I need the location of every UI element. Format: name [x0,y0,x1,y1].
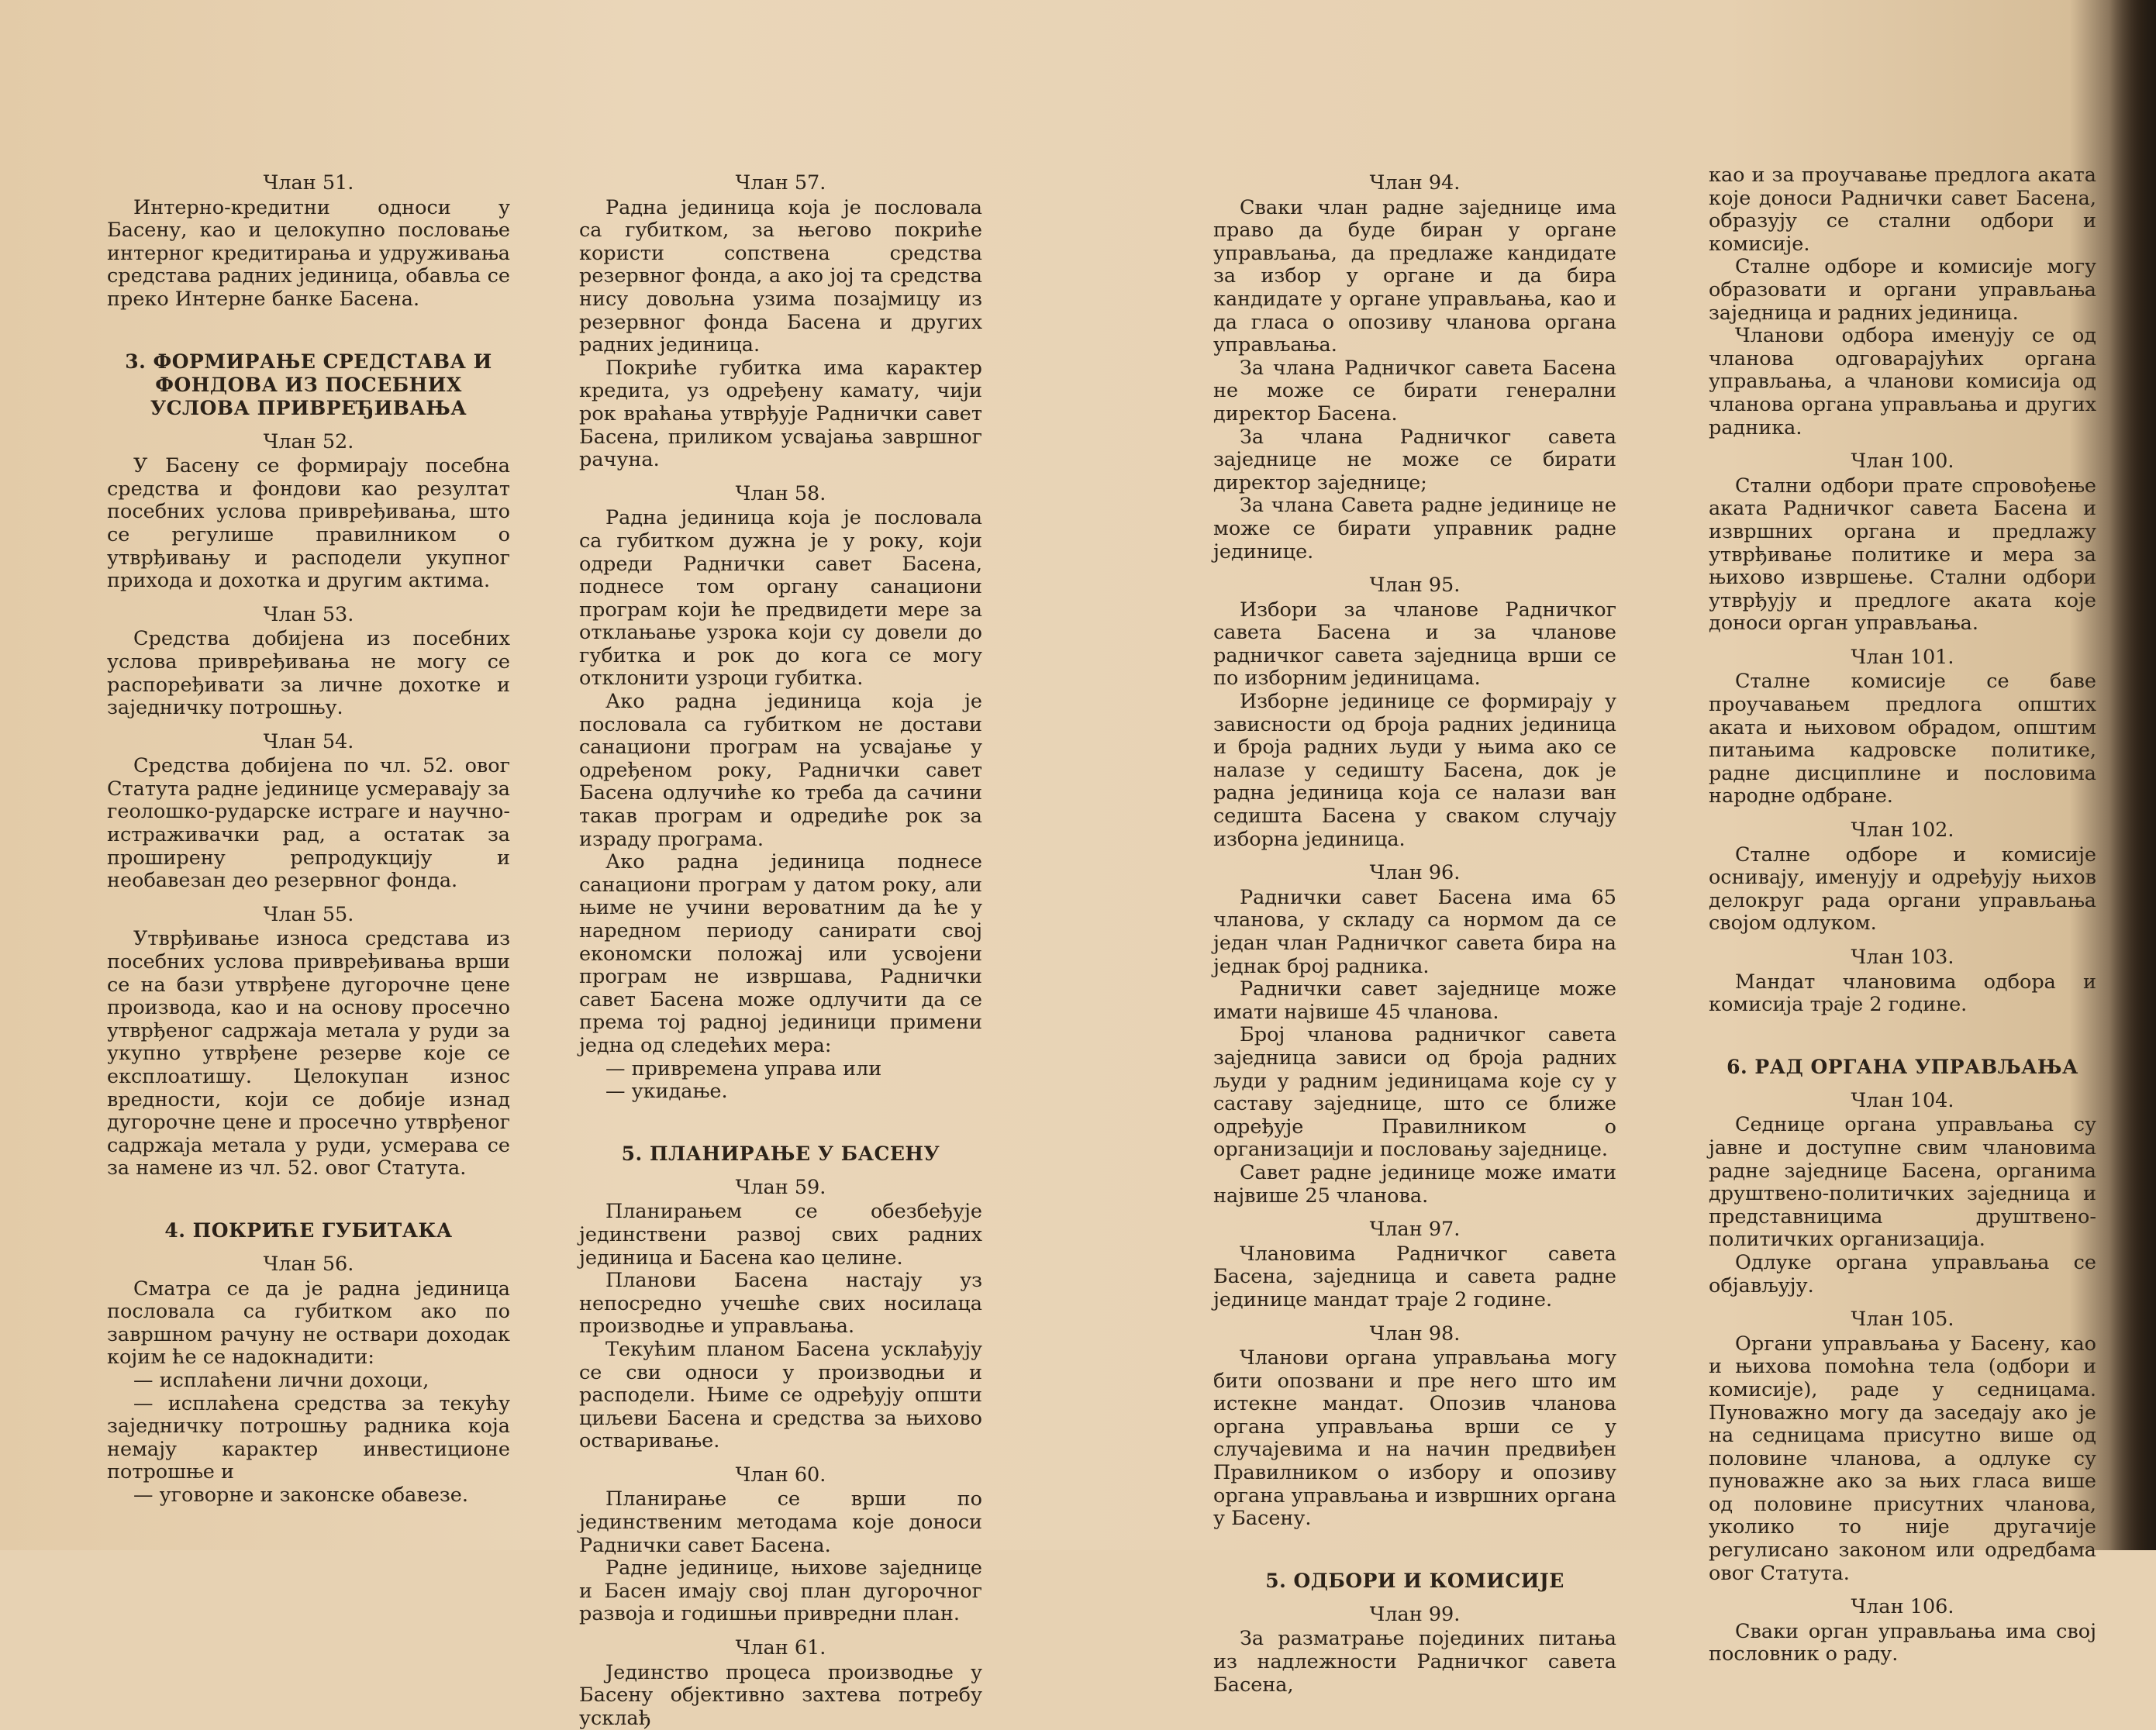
paragraph: Изборне јединице се формирају у зависности од броја радних јединица и броја радних људи у њима ако се налазе у седишту Басена, док је радна јединица која се налази ван седишта Басена у сваком случају изборна јединица. [1213,690,1616,851]
paragraph: Чланови органа управљања могу бити опозвани и пре него што им истекне мандат. Опозив чланова органа управљања врши се у случајевима и на начин предвиђен Правилником о избору и опозиву органа управљања и извршних органа у Басену. [1213,1346,1616,1531]
paragraph: Средства добијена из посебних услова привређивања не могу се распоређивати за личне дохотке и заједничку потрошњу. [107,627,510,720]
paragraph: Сваки орган управљања има свој пословник о раду. [1709,1619,2096,1666]
article-number: Члан 105. [1851,1308,1954,1332]
paragraph: Јединство процеса производње у Басену објективно захтева потребу усклађ [579,1660,982,1730]
column-4 [1709,164,2096,1666]
paragraph: Средства добијена по чл. 52. овог Статута радне јединице усмеравају за геолошко-рударске истраге и научно-истраживачки рад, а остатак за проширену репродукцију и необавезан део резервног фонда. [107,754,510,893]
article-number: Члан 100. [1851,450,1954,474]
paragraph: Сматра се да је радна јединица пословала са губитком ако по завршном рачуну не оствари доходак којим ће се надокнадити: [107,1277,510,1370]
paragraph: Ако радна јединица која је пословала са губитком не достави санациони програм на усвајање у одређеном року, Раднички савет Басена одлучиће ко треба да сачини такав програм и одредиће рок за израду програма. [579,690,982,851]
article-number: Члан 97. [1369,1218,1461,1242]
paragraph: Одлуке органа управљања се објављују. [1709,1250,2096,1298]
article-number: Члан 57. [735,171,826,195]
article-number: Члан 101. [1851,645,1954,669]
article-number: Члан 96. [1369,861,1461,885]
paragraph: За разматрање појединих питања из надлежности Радничког савета Басена, [1213,1627,1616,1697]
section-heading: 5. ПЛАНИРАЊЕ У БАСЕНУ [621,1142,940,1165]
section-heading: 6. РАД ОРГАНА УПРАВЉАЊА [1727,1055,2078,1078]
paragraph: Планирањем се обезбеђује јединствени развој свих радних јединица и Басена као целине. [579,1200,982,1270]
paragraph: Сталне комисије се баве проучавањем предлога општих аката и њиховом обрадом, општим питањима кадровске политике, радне дисциплине и пословима народне одбране. [1709,670,2096,808]
column-1 [107,164,510,1508]
paragraph: Раднички савет заједнице може имати највише 45 чланова. [1213,977,1616,1024]
section-heading: 5. ОДБОРИ И КОМИСИЈЕ [1265,1569,1564,1592]
list-item: — исплаћени лични дохоци, [133,1368,429,1392]
paragraph: За члана Радничког савета Басена не може се бирати генерални директор Басена. [1213,356,1616,426]
paragraph: У Басену се формирају посебна средства и фондови као резултат посебних услова привређивања, што се регулише правилником о утврђивању и расподели укупног прихода и дохотка и другим актима. [107,454,510,593]
paragraph: Раднички савет Басена има 65 чланова, у складу са нормом да се један члан Радничког савета бира на једнак број радника. [1213,885,1616,978]
page-edge-shadow [2109,0,2156,1550]
article-number: Члан 60. [735,1463,826,1487]
paragraph: Планирање се врши по јединственим методама које доноси Раднички савет Басена. [579,1487,982,1557]
paragraph: Радна јединица која је пословала са губитком дужна је у року, који одреди Раднички савет Басена, поднесе том органу санациони програм који ће предвидети мере за отклањање узрока који су довели до губитка и рок до кога се могу отклонити узроци губитка. [579,506,982,691]
paragraph: Интерно-кредитни односи у Басену, као и целокупно пословање интерног кредитирања и удруживања средстава радних јединица, обавља се преко Интерне банке Басена. [107,195,510,311]
paragraph: Покриће губитка има карактер кредита, уз одређену камату, чији рок враћања утврђује Раднички савет Басена, приликом усвајања завршног рачуна. [579,356,982,472]
paragraph: Утврђивање износа средстава из посебних услова привређивања врши се на бази утврђене дугорочне цене производа, као и на основу просечно утврђеног садржаја метала у руди за укупно утврђене резерве које се експлоатишу. Целокупан износ вредности, који се добије изнад дугорочне цене и просечно утврђеног садржаја метала у руди, усмерава се за намене из чл. 52. овог Статута. [107,927,510,1180]
list-item: — укидање. [605,1080,728,1104]
paragraph: Стални одбори прате спровођење аката Радничког савета Басена и извршних органа и предлажу утврђивање политике и мера за њихово извршење. Стални одбори утврђују и предлоге аката које доноси орган управљања. [1709,474,2096,636]
article-number: Члан 106. [1851,1595,1954,1619]
paragraph: Члановима Радничког савета Басена, заједница и савета радне јединице мандат траје 2 године. [1213,1242,1616,1311]
paragraph: Седнице органа управљања су јавне и доступне свим члановима радне заједнице Басена, органима друштвено-политичких заједница и представницима друштвено-политичких организација. [1709,1113,2096,1252]
paragraph: Избори за чланове Радничког савета Басена и за чланове радничког савета заједница врши се по изборним јединицама. [1213,598,1616,691]
paragraph: Радне јединице, њихове заједнице и Басен имају свој план дугорочног развоја и годишњи привредни план. [579,1556,982,1626]
article-number: Члан 103. [1851,946,1954,969]
paragraph: Органи управљања у Басену, као и њихова помоћна тела (одбори и комисије), раде у седницама. Пуноважно могу да заседају ако је на седницама присутно више од половине чланова, а одлуке су пуноважне ако за њих гласа више од половине присутних чланова, уколико то није другачије регулисано законом или одредбама овог Статута. [1709,1332,2096,1585]
article-number: Члан 102. [1851,818,1954,843]
article-number: Члан 56. [263,1252,354,1276]
column-2 [579,164,982,1730]
article-number: Члан 61. [735,1636,826,1660]
paragraph: Сталне одборе и комисије могу образовати и органи управљања заједница и радних јединица. [1709,255,2096,325]
article-number: Члан 94. [1369,171,1461,195]
paragraph: Мандат члановима одбора и комисија траје 2 године. [1709,970,2096,1017]
column-3 [1213,164,1616,1697]
paragraph: Планови Басена настају уз непосредно учешће свих носилаца производње и управљања. [579,1269,982,1339]
article-number: Члан 58. [735,481,826,505]
paragraph: Сталне одборе и комисије оснивају, именују и одређују њихов делокруг рада органи управљања својом одлуком. [1709,843,2096,936]
article-number: Члан 53. [263,602,354,626]
paragraph: Текућим планом Басена усклађују се сви односи у производњи и расподели. Њиме се одређују општи циљеви Басена и средства за њихово остваривање. [579,1337,982,1453]
paragraph: Радна јединица која је пословала са губитком, за његово покриће користи сопствена средства резервног фонда, а ако јој та средства нису довољна узима позајмицу из резервног фонда Басена и других радних јединица. [579,195,982,357]
paragraph: Чланови одбора именују се од чланова одговарајућих органа управљања, а чланови комисија од чланова органа управљања и других радника. [1709,324,2096,439]
article-number: Члан 52. [263,429,354,453]
paragraph: За члана Савета радне јединице не може се бирати управник радне јединице. [1213,494,1616,563]
article-number: Члан 104. [1851,1088,1954,1112]
paragraph: Савет радне јединице може имати највише 25 чланова. [1213,1160,1616,1208]
list-item: — привремена управа или [605,1056,882,1080]
paragraph: као и за проучавање предлога аката које доноси Раднички савет Басена, образују се стални одбори и комисије. [1709,164,2096,256]
article-number: Члан 95. [1369,574,1461,598]
article-number: Члан 54. [263,729,354,753]
article-number: Члан 55. [263,902,354,926]
list-item: — исплаћена средства за текућу заједничку потрошњу радника која немају карактер инвестиционе потрошње и [107,1391,510,1484]
paragraph: Ако радна јединица поднесе санациони програм у датом року, али њиме не учини вероватним да ће у наредном периоду санирати свој економски положај или усвојени програм не извршава, Раднички савет Басена може одлучити да се према тој радној јединици примени једна од следећих мера: [579,850,982,1057]
section-heading: 4. ПОКРИЋЕ ГУБИТАКА [164,1218,453,1242]
article-number: Члан 51. [263,171,354,195]
article-number: Члан 98. [1369,1322,1461,1346]
list-item: — уговорне и законске обавезе. [133,1483,468,1507]
article-number: Члан 59. [735,1175,826,1199]
section-heading: 3. ФОРМИРАЊЕ СРЕДСТАВА И ФОНДОВА ИЗ ПОСЕБНИХ УСЛОВА ПРИВРЕЂИВАЊА [125,350,492,419]
article-number: Члан 99. [1369,1602,1461,1626]
paragraph: Број чланова радничког савета заједница зависи од броја радних људи у радним јединицама које су у саставу заједнице, што се ближе одређује Правилником о организацији и пословању заједнице. [1213,1023,1616,1162]
paragraph: Сваки члан радне заједнице има право да буде биран у органе управљања, да предлаже кандидате за избор у органе и да бира кандидате у органе управљања, као и да гласа о опозиву чланова органа управљања. [1213,195,1616,357]
paragraph: За члана Радничког савета заједнице не може се бирати директор заједнице; [1213,425,1616,495]
